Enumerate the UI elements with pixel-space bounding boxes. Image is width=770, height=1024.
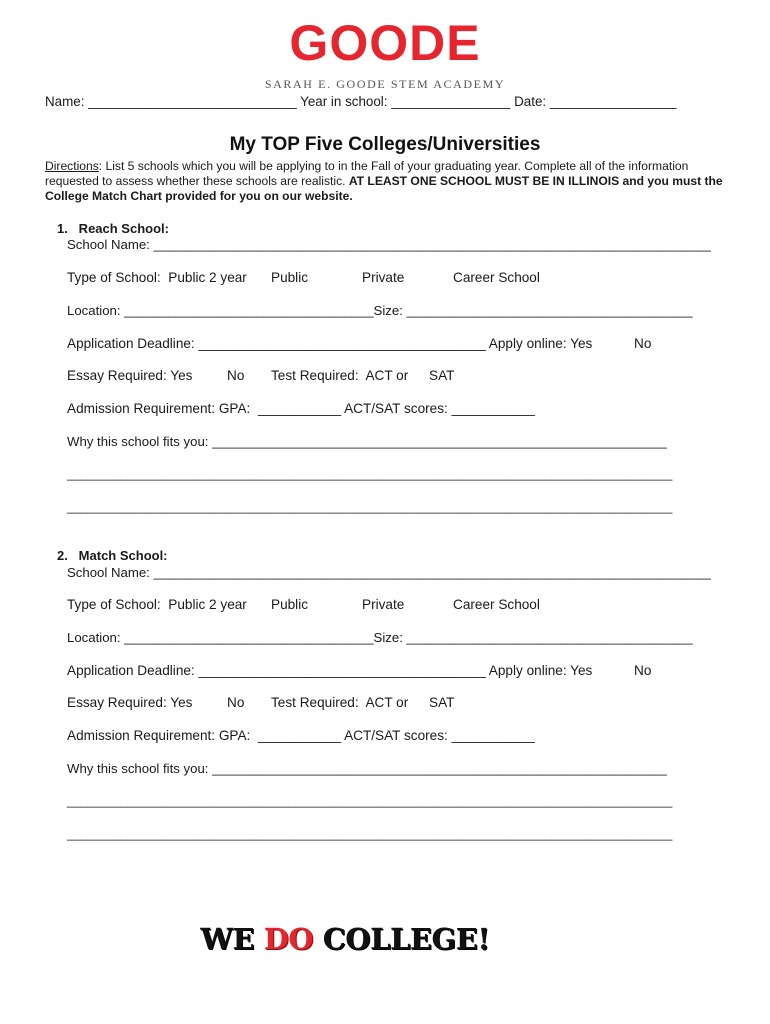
admission-requirement-field[interactable]: Admission Requirement: GPA: ___________ ACT/SAT scores: ___________ <box>67 401 535 416</box>
why-fits-line[interactable]: __________________________________________________________________________________________ <box>67 794 673 808</box>
school-type-label: Type of School: Public 2 year <box>67 597 247 612</box>
directions-paragraph <box>45 159 735 204</box>
apply-online-no[interactable]: No <box>634 663 652 678</box>
type-option-private[interactable]: Private <box>362 597 405 612</box>
admission-requirement-field[interactable]: Admission Requirement: GPA: ___________ ACT/SAT scores: ___________ <box>67 728 535 743</box>
logo-subtitle: SARAH E. GOODE STEM ACADEMY <box>264 77 506 91</box>
type-option-private[interactable]: Private <box>362 270 405 285</box>
why-fits-line[interactable]: __________________________________________________________________________________________ <box>67 500 673 514</box>
page-title: My TOP Five Colleges/Universities <box>229 134 541 155</box>
school-name-field[interactable]: School Name: ____________________________________________________________________________ <box>67 237 711 252</box>
we-do-college-slogan <box>0 922 690 956</box>
test-required-act[interactable]: Test Required: ACT or <box>271 695 409 710</box>
goode-logo: GOODE <box>289 15 481 71</box>
application-deadline-field[interactable]: Application Deadline: ______________________________________ Apply online: Yes <box>67 336 593 351</box>
essay-required-yes[interactable]: Essay Required: Yes <box>67 368 193 383</box>
essay-required-no[interactable]: No <box>227 695 245 710</box>
slogan-college: COLLEGE! <box>313 922 490 956</box>
section-heading: 2. Match School: <box>57 548 168 563</box>
slogan-do: DO <box>263 922 314 956</box>
why-fits-line[interactable]: __________________________________________________________________________________________ <box>67 827 673 841</box>
test-required-sat[interactable]: SAT <box>429 368 455 383</box>
type-option-career-school[interactable]: Career School <box>453 597 540 612</box>
apply-online-no[interactable]: No <box>634 336 652 351</box>
application-deadline-field[interactable]: Application Deadline: ______________________________________ Apply online: Yes <box>67 663 593 678</box>
directions-label: Directions <box>45 159 99 173</box>
why-fits-line[interactable]: __________________________________________________________________________________________ <box>67 467 673 481</box>
why-fits-field[interactable]: Why this school fits you: ______________________________________________________________ <box>67 434 667 449</box>
type-option-public[interactable]: Public <box>271 597 309 612</box>
test-required-act[interactable]: Test Required: ACT or <box>271 368 409 383</box>
test-required-sat[interactable]: SAT <box>429 695 455 710</box>
essay-required-no[interactable]: No <box>227 368 245 383</box>
location-size-field[interactable]: Location: __________________________________Size: _______________________________________ <box>67 630 693 645</box>
header-fields-line: Name: ____________________________ Year in school: ________________ Date: _________________ <box>45 94 677 109</box>
why-fits-field[interactable]: Why this school fits you: ______________________________________________________________ <box>67 761 667 776</box>
location-size-field[interactable]: Location: __________________________________Size: _______________________________________ <box>67 303 693 318</box>
essay-required-yes[interactable]: Essay Required: Yes <box>67 695 193 710</box>
section-heading: 1. Reach School: <box>57 221 169 236</box>
type-option-career-school[interactable]: Career School <box>453 270 540 285</box>
directions-bold-text: AT LEAST ONE SCHOOL MUST BE IN ILLINOIS and you must the College Match Chart provided for you on our website. <box>45 174 723 203</box>
school-name-field[interactable]: School Name: ____________________________________________________________________________ <box>67 565 711 580</box>
school-type-label: Type of School: Public 2 year <box>67 270 247 285</box>
type-option-public[interactable]: Public <box>271 270 309 285</box>
slogan-we: WE <box>200 922 264 956</box>
directions-text: : List 5 schools which you will be applying to in the Fall of your graduating year. Complete all of the information requested to assess whether these schools are realistic. <box>45 159 689 188</box>
